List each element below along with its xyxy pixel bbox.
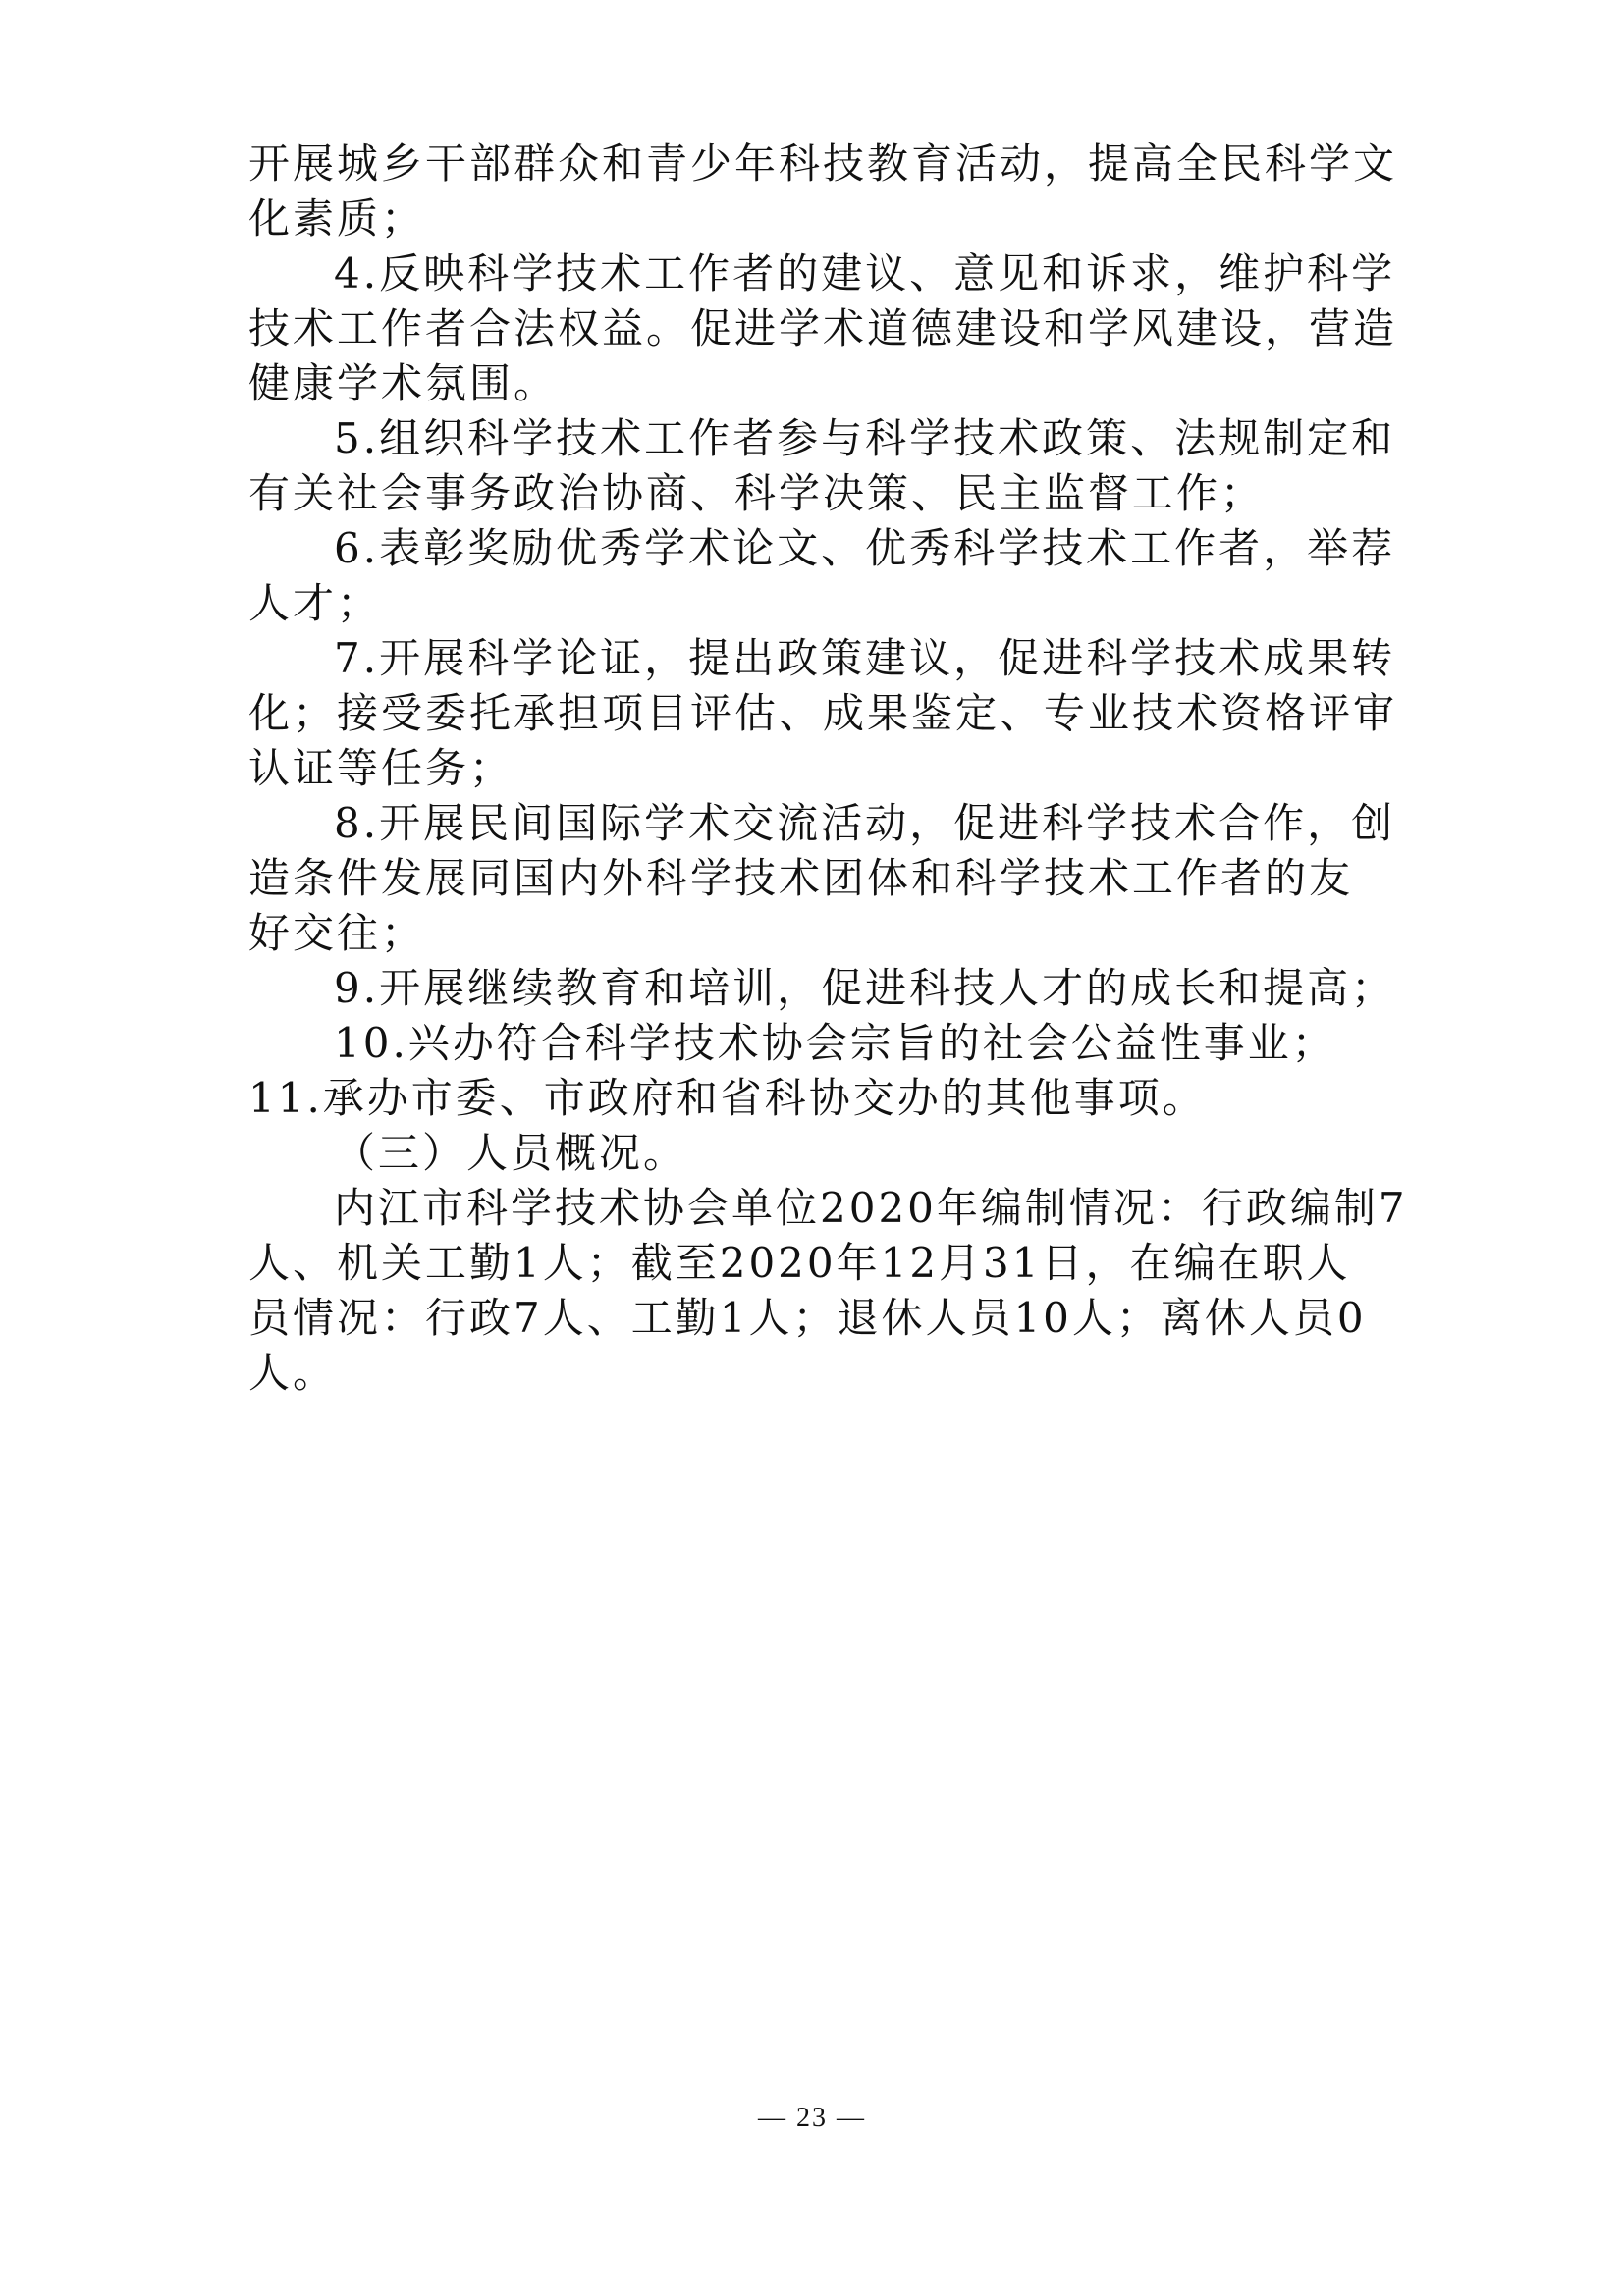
text-line-16: 9.开展继续教育和培训，促进科技人才的成长和提高； xyxy=(334,964,1396,1012)
text-line-21: 人、机关工勤1人；截至2020年12月31日，在编在职人 xyxy=(248,1239,1351,1287)
text-line-4: 技术工作者合法权益。促进学术道德建设和学风建设，营造 xyxy=(248,304,1398,352)
text-line-5: 健康学术氛围。 xyxy=(248,359,559,407)
text-line-2: 化素质； xyxy=(248,194,426,242)
text-line-18: 11.承办市委、市政府和省科协交办的其他事项。 xyxy=(248,1074,1207,1122)
text-line-10: 7.开展科学论证，提出政策建议，促进科学技术成果转 xyxy=(334,634,1396,682)
text-line-22: 员情况：行政7人、工勤1人；退休人员10人；离休人员0 xyxy=(248,1294,1367,1342)
page-number: — 23 — xyxy=(758,2103,866,2133)
text-line-13: 8.开展民间国际学术交流活动，促进科学技术合作，创 xyxy=(334,799,1396,847)
text-line-9: 人才； xyxy=(248,579,382,627)
text-line-8: 6.表彰奖励优秀学术论文、优秀科学技术工作者，举荐 xyxy=(334,524,1396,572)
section-heading: （三）人员概况。 xyxy=(334,1129,688,1177)
text-line-23: 人。 xyxy=(248,1349,338,1397)
text-line-20: 内江市科学技术协会单位2020年编制情况：行政编制7 xyxy=(334,1184,1408,1232)
text-line-6: 5.组织科学技术工作者参与科学技术政策、法规制定和 xyxy=(334,414,1396,462)
text-line-14: 造条件发展同国内外科学技术团体和科学技术工作者的友 xyxy=(248,854,1354,902)
text-line-11: 化；接受委托承担项目评估、成果鉴定、专业技术资格评审 xyxy=(248,689,1398,737)
text-line-3: 4.反映科学技术工作者的建议、意见和诉求，维护科学 xyxy=(334,249,1396,297)
text-line-12: 认证等任务； xyxy=(248,744,514,792)
text-line-7: 有关社会事务政治协商、科学决策、民主监督工作； xyxy=(248,469,1266,517)
text-line-17: 10.兴办符合科学技术协会宗旨的社会公益性事业； xyxy=(334,1019,1336,1067)
text-line-15: 好交往； xyxy=(248,909,426,957)
text-line-1: 开展城乡干部群众和青少年科技教育活动，提高全民科学文 xyxy=(248,139,1398,187)
